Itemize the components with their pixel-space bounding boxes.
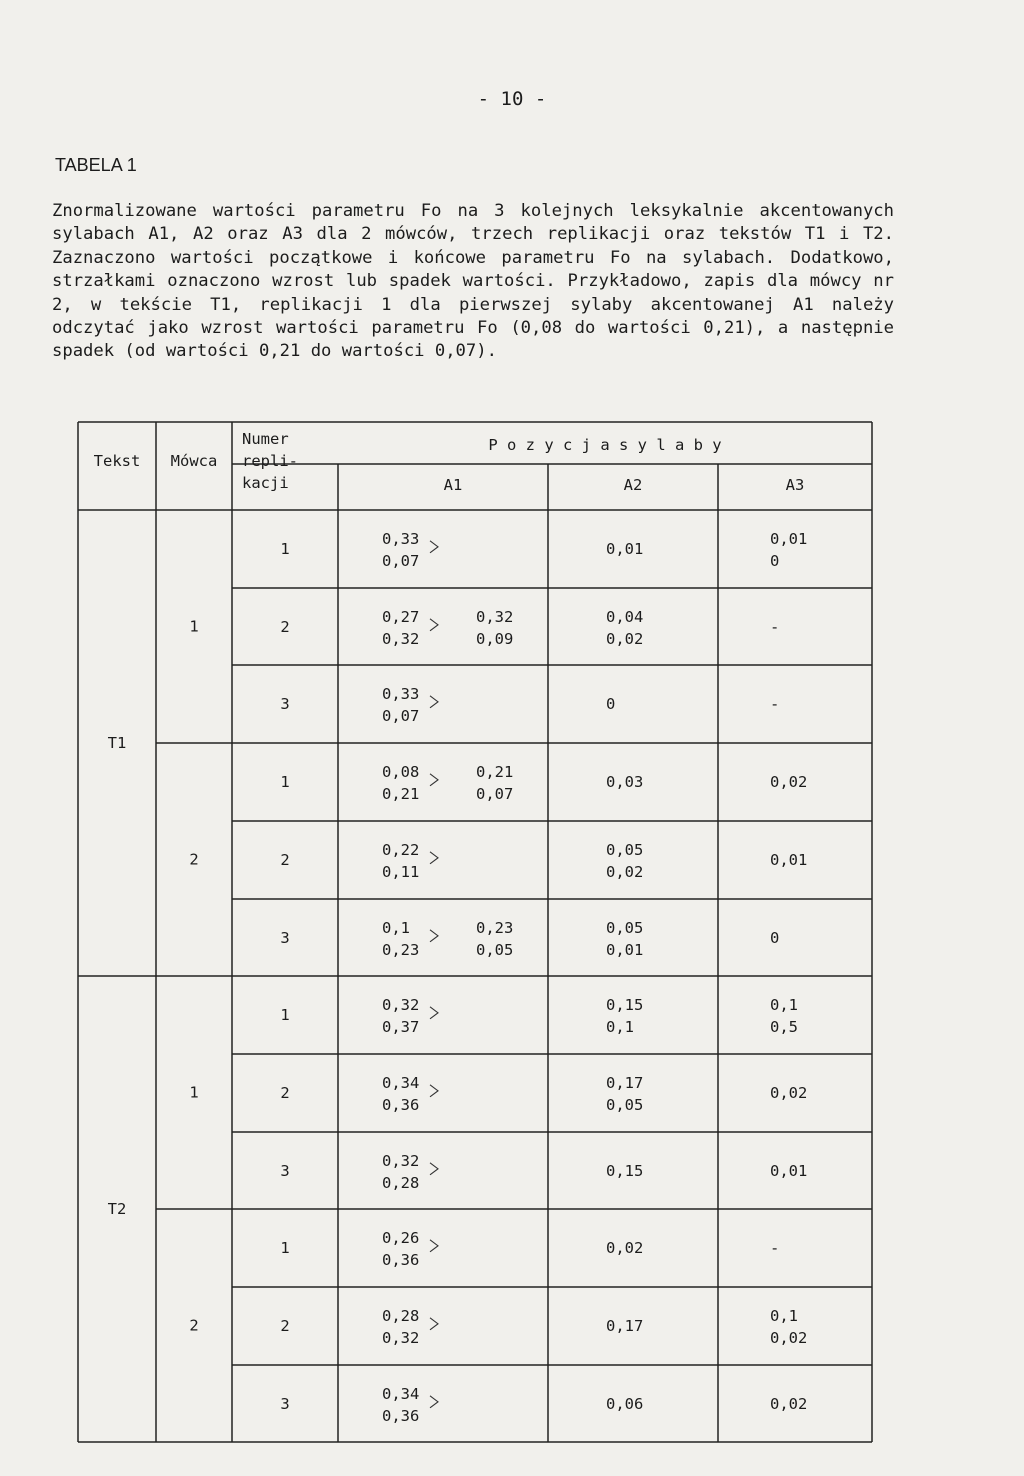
a1-value: 0,11 [382, 862, 420, 881]
replication-number: 3 [280, 1394, 290, 1413]
replication-number: 3 [280, 928, 290, 947]
a1-value: 0,34 [382, 1073, 420, 1092]
replication-number: 1 [280, 1005, 290, 1024]
pitch-arrow [430, 696, 438, 708]
header-a1: A1 [443, 476, 463, 494]
replication-number: 3 [280, 694, 290, 713]
a2-value: 0,01 [606, 539, 644, 558]
a1-value: 0,32 [382, 1328, 420, 1347]
a2-value: 0,04 [606, 607, 644, 626]
header-speaker: Mówca [170, 452, 218, 470]
replication-number: 2 [280, 1316, 290, 1335]
a2-value: 0,02 [606, 629, 644, 648]
a1-value: 0,28 [382, 1173, 420, 1192]
pitch-arrow [430, 1007, 438, 1019]
a2-value: 0,05 [606, 840, 644, 859]
pitch-arrow [430, 1085, 438, 1097]
replication-number: 1 [280, 539, 290, 558]
speaker-label: 2 [189, 850, 199, 869]
a2-value: 0 [606, 694, 616, 713]
a2-value: 0,17 [606, 1316, 644, 1335]
a2-value: 0,01 [606, 940, 644, 959]
page-number: - 10 - [477, 88, 547, 110]
a1-value: 0,32 [382, 995, 420, 1014]
a1-value: 0,1 [382, 918, 410, 937]
a3-value: 0,02 [770, 1328, 808, 1347]
header-text: Tekst [93, 452, 141, 470]
header-a3: A3 [785, 476, 805, 494]
header-replication: repli- [242, 452, 298, 470]
a3-value: 0,02 [770, 772, 808, 791]
pitch-arrow [430, 1163, 438, 1175]
a2-value: 0,17 [606, 1073, 644, 1092]
pitch-arrow [430, 1240, 438, 1252]
a1-value: 0,27 [382, 607, 420, 626]
pitch-arrow [430, 541, 438, 553]
a1-value: 0,07 [382, 551, 420, 570]
a3-value: 0,1 [770, 1306, 798, 1325]
a3-value: 0,01 [770, 850, 808, 869]
text-label: T2 [107, 1200, 127, 1219]
a3-value: 0,01 [770, 529, 808, 548]
a1-value: 0,33 [382, 529, 420, 548]
replication-number: 1 [280, 1238, 290, 1257]
a2-value: 0,06 [606, 1394, 644, 1413]
a1-value: 0,21 [382, 784, 420, 803]
a1-value: 0,36 [382, 1095, 420, 1114]
a3-value: 0,5 [770, 1017, 798, 1036]
a3-value: 0,02 [770, 1394, 808, 1413]
a3-value: 0,02 [770, 1083, 808, 1102]
header-a2: A2 [623, 476, 643, 494]
header-position: P o z y c j a s y l a b y [488, 436, 722, 454]
a2-value: 0,02 [606, 1238, 644, 1257]
a1-value: 0,08 [382, 762, 420, 781]
a1-value: 0,23 [382, 940, 420, 959]
a1-value: 0,33 [382, 684, 420, 703]
replication-number: 3 [280, 1161, 290, 1180]
header-replication: Numer [242, 430, 289, 448]
replication-number: 2 [280, 850, 290, 869]
pitch-arrow [430, 930, 438, 942]
a2-value: 0,03 [606, 772, 644, 791]
a3-value: - [770, 1238, 780, 1257]
pitch-arrow [430, 1396, 438, 1408]
speaker-label: 1 [189, 1083, 199, 1102]
text-label: T1 [107, 734, 127, 753]
a1-value: 0,21 [476, 762, 514, 781]
a3-value: 0,1 [770, 995, 798, 1014]
a1-value: 0,22 [382, 840, 420, 859]
a3-value: 0,01 [770, 1161, 808, 1180]
a1-value: 0,34 [382, 1384, 420, 1403]
a1-value: 0,26 [382, 1228, 420, 1247]
a2-value: 0,05 [606, 918, 644, 937]
a1-value: 0,37 [382, 1017, 420, 1036]
a1-value: 0,36 [382, 1406, 420, 1425]
pitch-arrow [430, 774, 438, 786]
table-label: TABELA 1 [55, 155, 137, 175]
a3-value: - [770, 617, 780, 636]
a2-value: 0,15 [606, 995, 644, 1014]
speaker-label: 2 [189, 1316, 199, 1335]
a3-value: 0 [770, 928, 780, 947]
caption-text: Znormalizowane wartości parametru Fo na 3 kolejnych leksykalnie akcentowanych sylabach A1, A2 oraz A3 dla 2 mówców, trzech replikacji oraz tekstów T1 i T2. Zaznaczono wartości początkowe i końcowe parametru Fo na sylabach. Dodatkowo, strzałkami oznaczono wzrost lub spadek wartości. Przykładowo, zapis dla mówcy nr 2, w tekście T1, replikacji 1 dla pierwszej sylaby akcentowanej A1 należy odczytać jako wzrost wartości parametru Fo (0,08 do wartości 0,21), a następnie spadek (od wartości 0,21 do wartości 0,07). [52, 201, 894, 362]
speaker-label: 1 [189, 617, 199, 636]
a1-value: 0,23 [476, 918, 514, 937]
a1-value: 0,07 [382, 706, 420, 725]
pitch-arrow [430, 852, 438, 864]
a2-value: 0,15 [606, 1161, 644, 1180]
a3-value: - [770, 694, 780, 713]
a1-value: 0,28 [382, 1306, 420, 1325]
pitch-arrow [430, 619, 438, 631]
replication-number: 2 [280, 617, 290, 636]
a1-value: 0,09 [476, 629, 514, 648]
a1-value: 0,32 [382, 629, 420, 648]
a2-value: 0,02 [606, 862, 644, 881]
a2-value: 0,05 [606, 1095, 644, 1114]
a1-value: 0,32 [476, 607, 514, 626]
replication-number: 2 [280, 1083, 290, 1102]
pitch-arrow [430, 1318, 438, 1330]
a1-value: 0,36 [382, 1250, 420, 1269]
a1-value: 0,07 [476, 784, 514, 803]
a3-value: 0 [770, 551, 780, 570]
a1-value: 0,32 [382, 1151, 420, 1170]
header-replication: kacji [242, 474, 289, 492]
a1-value: 0,05 [476, 940, 514, 959]
replication-number: 1 [280, 772, 290, 791]
a2-value: 0,1 [606, 1017, 634, 1036]
